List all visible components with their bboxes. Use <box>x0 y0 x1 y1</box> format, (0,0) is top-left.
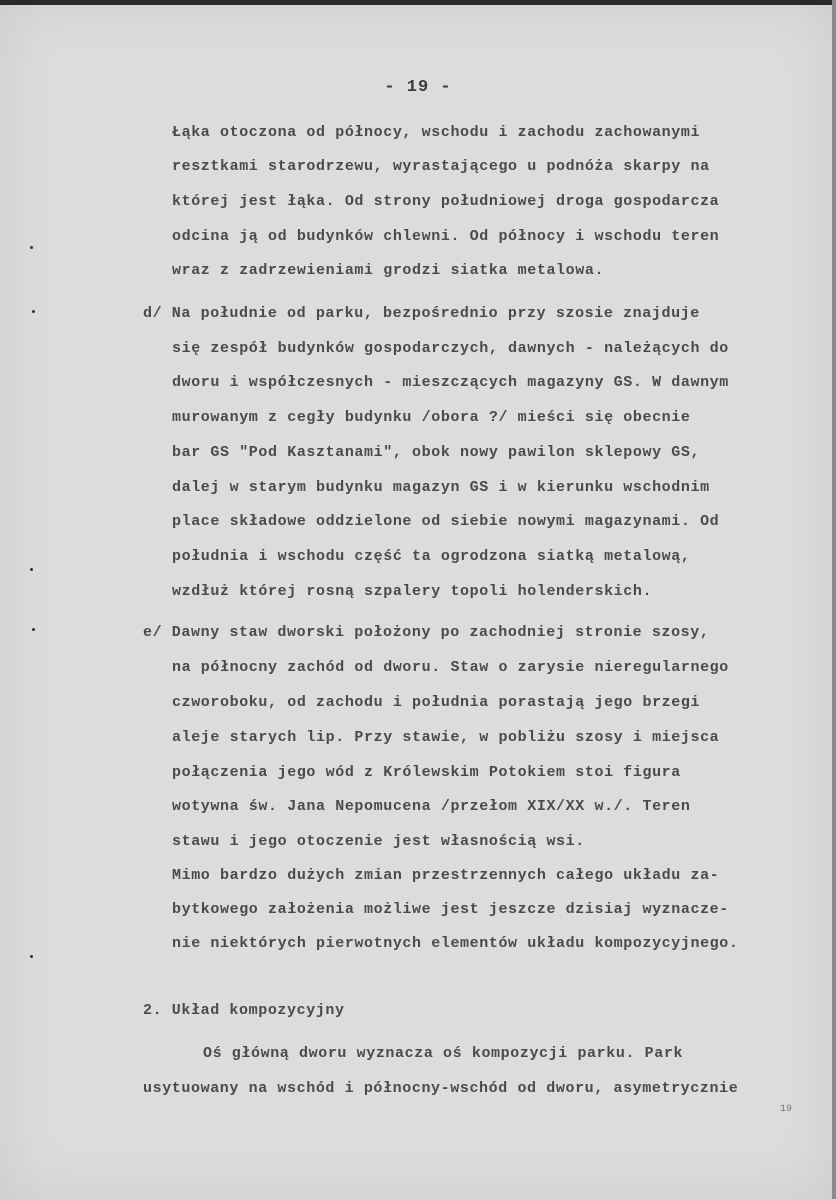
text-line: nie niektórych pierwotnych elementów układu kompozycyjnego. <box>172 935 739 952</box>
text-line: której jest łąka. Od strony południowej droga gospodarcza <box>172 193 720 210</box>
text-line: wotywna św. Jana Nepomucena /przełom XIX/XX w./. Teren <box>172 798 691 815</box>
text-line: wzdłuż której rosną szpalery topoli holenderskich. <box>172 583 653 600</box>
text-line: Łąka otoczona od północy, wschodu i zachodu zachowanymi <box>172 124 701 141</box>
text-line: się zespół budynków gospodarczych, dawnych - należących do <box>172 340 729 357</box>
text-line: Mimo bardzo dużych zmian przestrzennych całego układu za- <box>172 867 720 884</box>
section-heading: 2. Układ kompozycyjny <box>143 1002 345 1019</box>
scan-speck <box>32 628 35 631</box>
text-line: place składowe oddzielone od siebie nowymi magazynami. Od <box>172 513 720 530</box>
text-line: Oś główną dworu wyznacza oś kompozycji parku. Park <box>203 1045 684 1062</box>
scan-right-edge <box>832 0 836 1199</box>
text-line: bytkowego założenia możliwe jest jeszcze dzisiaj wyznacze- <box>172 901 729 918</box>
text-line: połączenia jego wód z Królewskim Potokiem stoi figura <box>172 764 681 781</box>
scan-speck <box>30 955 33 958</box>
text-line: aleje starych lip. Przy stawie, w pobliżu szosy i miejsca <box>172 729 720 746</box>
text-line: południa i wschodu część ta ogrodzona siatką metalową, <box>172 548 691 565</box>
text-line: stawu i jego otoczenie jest własnością wsi. <box>172 833 585 850</box>
text-line: murowanym z cegły budynku /obora ?/ mieści się obecnie <box>172 409 691 426</box>
text-line: dworu i współczesnych - mieszczących magazyny GS. W dawnym <box>172 374 729 391</box>
text-line: resztkami starodrzewu, wyrastającego u podnóża skarpy na <box>172 158 710 175</box>
text-line: na północny zachód od dworu. Staw o zarysie nieregularnego <box>172 659 729 676</box>
scan-speck <box>30 246 33 249</box>
scan-top-edge <box>0 0 836 5</box>
corner-mark: 19 <box>780 1104 793 1115</box>
text-line: usytuowany na wschód i północny-wschód od dworu, asymetrycznie <box>143 1080 739 1097</box>
text-line: d/ Na południe od parku, bezpośrednio przy szosie znajduje <box>143 305 700 322</box>
scan-speck <box>32 310 35 313</box>
page-number: - 19 - <box>384 78 452 97</box>
text-line: wraz z zadrzewieniami grodzi siatka metalowa. <box>172 262 605 279</box>
text-line: bar GS "Pod Kasztanami", obok nowy pawilon sklepowy GS, <box>172 444 701 461</box>
text-line: czworoboku, od zachodu i południa porastają jego brzegi <box>172 694 701 711</box>
text-line: odcina ją od budynków chlewni. Od północy i wschodu teren <box>172 228 720 245</box>
text-line: dalej w starym budynku magazyn GS i w kierunku wschodnim <box>172 479 710 496</box>
text-line: e/ Dawny staw dworski położony po zachodniej stronie szosy, <box>143 624 710 641</box>
scan-speck <box>30 568 33 571</box>
